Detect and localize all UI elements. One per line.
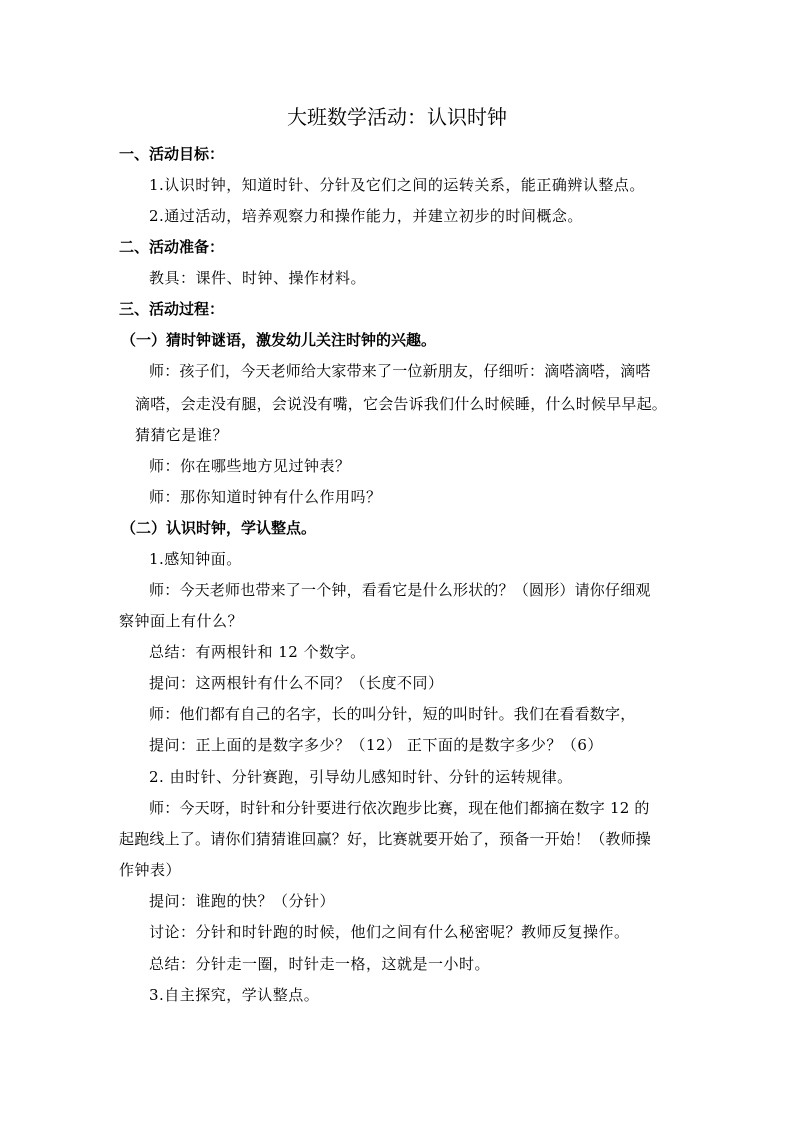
paragraph-line: 师：今天呀，时针和分针要进行依次跑步比赛，现在他们都摘在数字 12 的 <box>149 799 650 817</box>
section-heading-prep: 二、活动准备： <box>119 238 225 256</box>
paragraph-line: 师：你在哪些地方见过钟表？ <box>149 457 351 475</box>
paragraph-line: 2. 由时针、分针赛跑，引导幼儿感知时针、分针的运转规律。 <box>149 768 573 786</box>
paragraph-line: 作钟表） <box>119 861 182 879</box>
prep-item-1: 教具：课件、时钟、操作材料。 <box>149 269 367 287</box>
paragraph-line: 提问：正上面的是数字多少？（12） 正下面的是数字多少？（6） <box>149 736 603 754</box>
paragraph-line: 师：孩子们，今天老师给大家带来了一位新朋友，仔细听：滴嗒滴嗒，滴嗒 <box>149 362 651 380</box>
paragraph-line: 讨论：分针和时针跑的时候，他们之间有什么秘密呢？教师反复操作。 <box>149 923 630 941</box>
paragraph-line: 滴嗒，会走没有腿，会说没有嘴，它会告诉我们什么时候睡，什么时候早早起。 <box>135 395 668 413</box>
subsection-heading-2: （二）认识时钟，学认整点。 <box>121 519 317 537</box>
paragraph-line: 提问：谁跑的快？（分针） <box>149 892 336 910</box>
paragraph-line: 提问：这两根针有什么不同？（长度不同） <box>149 674 444 692</box>
paragraph-line: 1.感知钟面。 <box>149 550 242 568</box>
section-heading-process: 三、活动过程： <box>119 300 225 318</box>
goal-item-1: 1.认识时钟，知道时针、分针及它们之间的运转关系，能正确辨认整点。 <box>149 176 645 194</box>
paragraph-line: 总结：分针走一圈，时针走一格，这就是一小时。 <box>149 955 491 973</box>
paragraph-line: 师：今天老师也带来了一个钟，看看它是什么形状的？（圆形）请你仔细观 <box>149 581 651 599</box>
paragraph-line: 总结：有两根针和 12 个数字。 <box>149 643 366 661</box>
subsection-heading-1: （一）猜时钟谜语，激发幼儿关注时钟的兴趣。 <box>121 331 437 349</box>
paragraph-line: 师：那你知道时钟有什么作用吗？ <box>149 488 382 506</box>
paragraph-line: 猜猜它是谁？ <box>135 426 229 444</box>
section-heading-goals: 一、活动目标： <box>119 145 225 163</box>
goal-item-2: 2.通过活动，培养观察力和操作能力，并建立初步的时间概念。 <box>149 207 583 225</box>
paragraph-line: 3.自主探究，学认整点。 <box>149 986 320 1004</box>
paragraph-line: 师：他们都有自己的名字，长的叫分针，短的叫时针。我们在看看数字， <box>149 705 636 723</box>
document-title: 大班数学活动：认识时钟 <box>287 105 507 129</box>
paragraph-line: 察钟面上有什么？ <box>119 612 244 630</box>
paragraph-line: 起跑线上了。请你们猜猜谁回赢？好，比赛就要开始了，预备一开始！（教师操 <box>119 830 652 848</box>
